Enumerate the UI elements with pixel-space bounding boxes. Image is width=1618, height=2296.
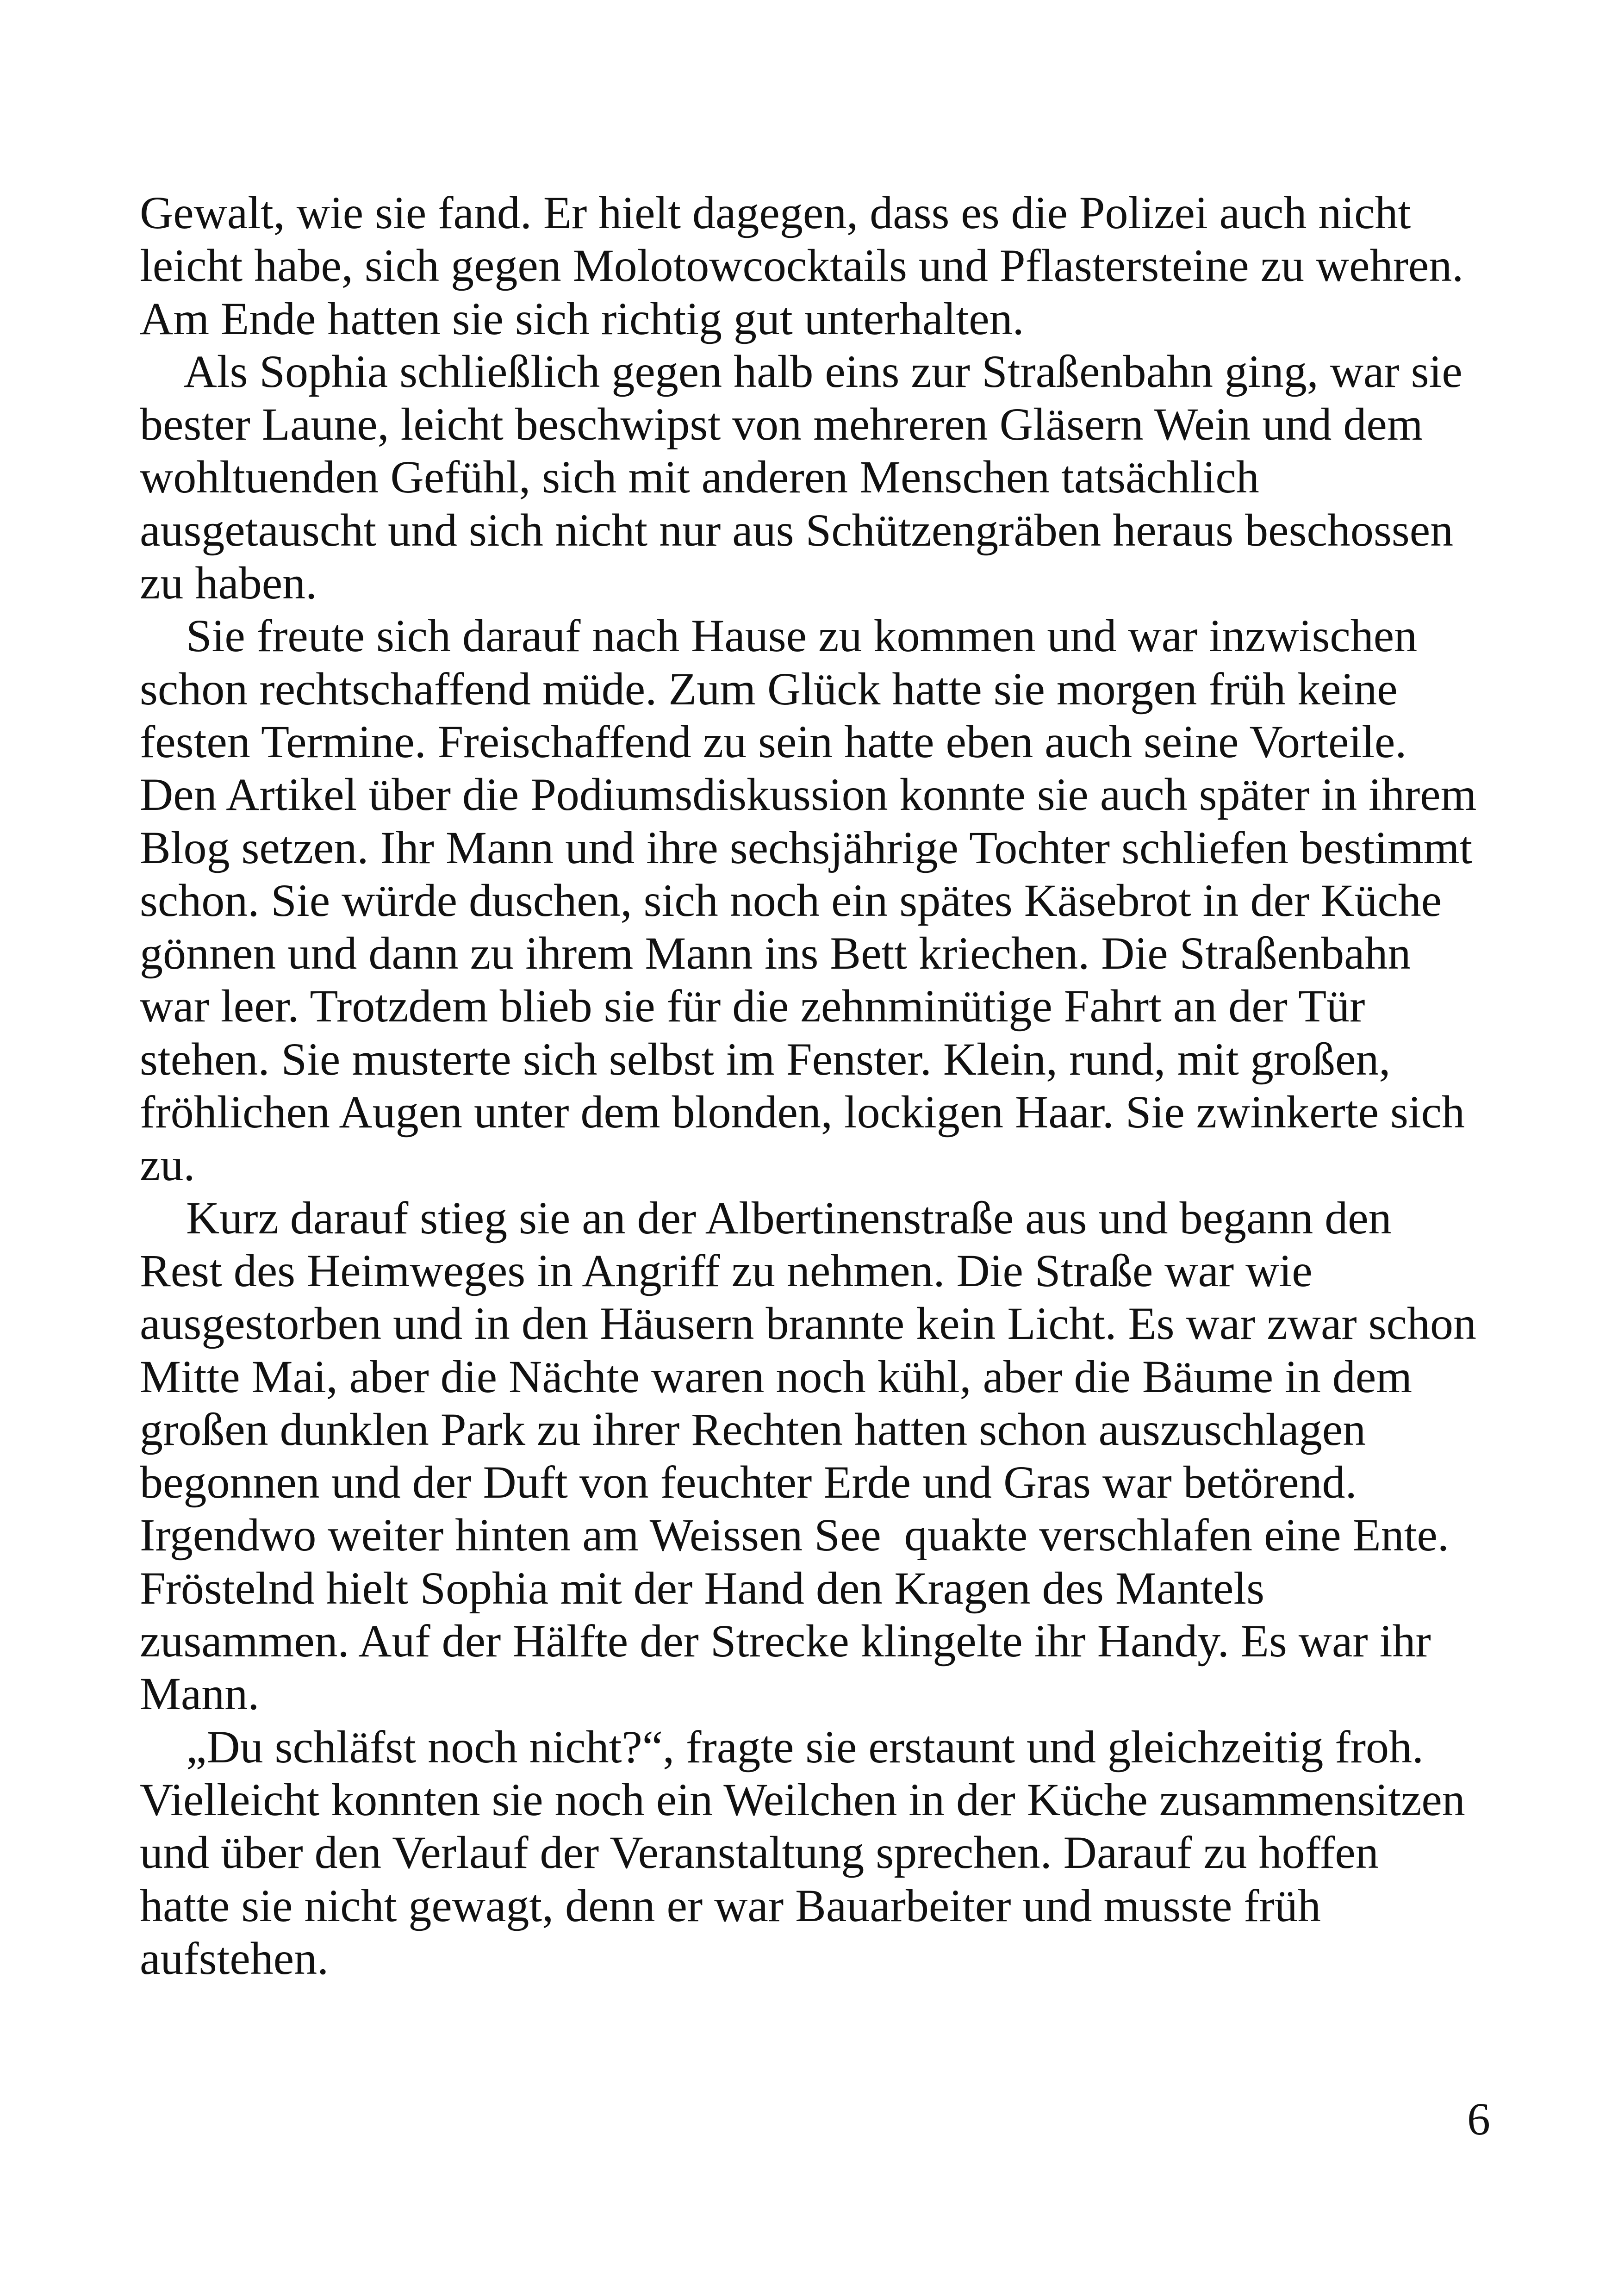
text-line: Mann. [140, 1668, 260, 1720]
text-line: Blog setzen. Ihr Mann und ihre sechsjährige Tochter schliefen bestimmt [140, 821, 1473, 873]
text-line: ausgetauscht und sich nicht nur aus Schützengräben heraus beschossen [140, 504, 1454, 556]
text-line: „Du schläfst noch nicht?“, fragte sie erstaunt und gleichzeitig froh. [140, 1721, 1424, 1773]
text-line: begonnen und der Duft von feuchter Erde und Gras war betörend. [140, 1456, 1357, 1508]
text-line: Am Ende hatten sie sich richtig gut unterhalten. [140, 292, 1024, 344]
text-line: großen dunklen Park zu ihrer Rechten hatten schon auszuschlagen [140, 1403, 1366, 1455]
text-line: bester Laune, leicht beschwipst von mehreren Gläsern Wein und dem [140, 398, 1423, 450]
text-line: hatte sie nicht gewagt, denn er war Bauarbeiter und musste früh [140, 1879, 1321, 1931]
text-line: und über den Verlauf der Veranstaltung sprechen. Darauf zu hoffen [140, 1827, 1379, 1879]
text-line: stehen. Sie musterte sich selbst im Fenster. Klein, rund, mit großen, [140, 1033, 1391, 1085]
text-line: Gewalt, wie sie fand. Er hielt dagegen, dass es die Polizei auch nicht [140, 187, 1411, 238]
text-line: Sie freute sich darauf nach Hause zu kommen und war inzwischen [140, 610, 1418, 662]
text-line: Fröstelnd hielt Sophia mit der Hand den Kragen des Mantels [140, 1562, 1265, 1614]
page-number: 6 [1467, 2093, 1490, 2145]
text-line: zu. [140, 1139, 195, 1191]
text-line: Vielleicht konnten sie noch ein Weilchen in der Küche zusammensitzen [140, 1773, 1465, 1825]
text-line: fröhlichen Augen unter dem blonden, lockigen Haar. Sie zwinkerte sich [140, 1086, 1465, 1138]
text-line: Rest des Heimweges in Angriff zu nehmen. Die Straße war wie [140, 1244, 1313, 1296]
text-line: Kurz darauf stieg sie an der Albertinenstraße aus und begann den [140, 1192, 1392, 1244]
text-line: aufstehen. [140, 1932, 329, 1984]
text-line: zusammen. Auf der Hälfte der Strecke klingelte ihr Handy. Es war ihr [140, 1615, 1431, 1667]
text-line: war leer. Trotzdem blieb sie für die zehnminütige Fahrt an der Tür [140, 980, 1365, 1032]
body-text [140, 187, 1491, 1985]
text-line: gönnen und dann zu ihrem Mann ins Bett kriechen. Die Straßenbahn [140, 927, 1411, 979]
text-line: schon. Sie würde duschen, sich noch ein spätes Käsebrot in der Küche [140, 874, 1442, 926]
text-line: Mitte Mai, aber die Nächte waren noch kühl, aber die Bäume in dem [140, 1350, 1413, 1402]
text-line: Irgendwo weiter hinten am Weissen See quakte verschlafen eine Ente. [140, 1509, 1449, 1561]
text-line: Als Sophia schließlich gegen halb eins zur Straßenbahn ging, war sie [140, 345, 1462, 397]
text-line: ausgestorben und in den Häusern brannte kein Licht. Es war zwar schon [140, 1298, 1476, 1350]
text-line: wohltuenden Gefühl, sich mit anderen Menschen tatsächlich [140, 451, 1259, 503]
text-line: schon rechtschaffend müde. Zum Glück hatte sie morgen früh keine [140, 663, 1398, 715]
text-line: leicht habe, sich gegen Molotowcocktails und Pflastersteine zu wehren. [140, 240, 1464, 292]
text-line: Den Artikel über die Podiumsdiskussion konnte sie auch später in ihrem [140, 769, 1477, 821]
text-line: festen Termine. Freischaffend zu sein hatte eben auch seine Vorteile. [140, 716, 1407, 767]
text-line: zu haben. [140, 557, 317, 609]
